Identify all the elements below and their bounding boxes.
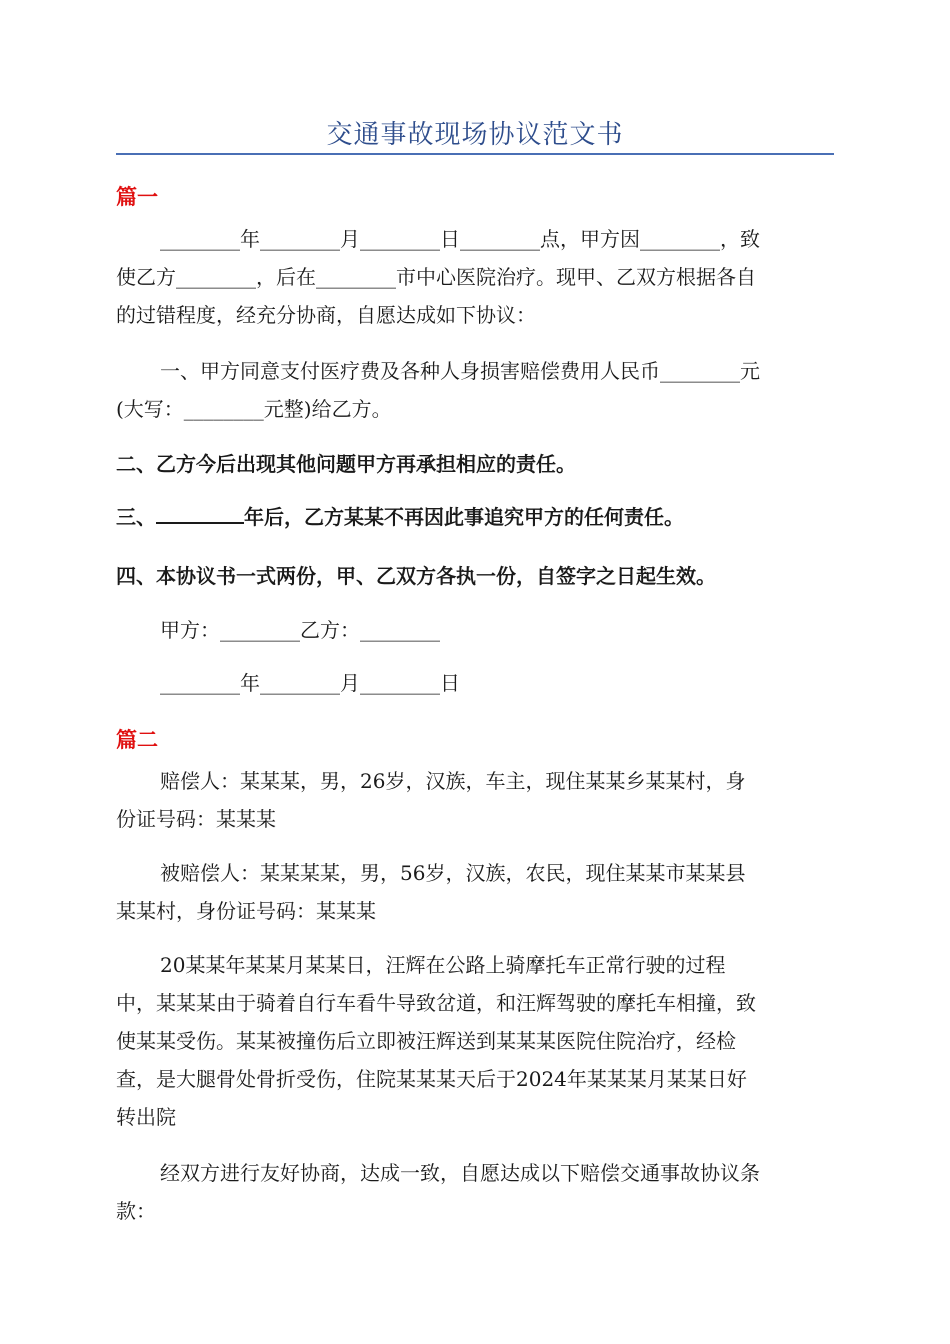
part2-facts-line5: 转出院	[116, 1105, 176, 1129]
part1-clause3-prefix: 三、	[116, 505, 156, 529]
part1-clause4: 四、本协议书一式两份，甲、乙双方各执一份，自签字之日起生效。	[116, 564, 716, 588]
part2-facts-line4: 查，是大腿骨处骨折受伤，住院某某某天后于2024年某某某月某某日好	[116, 1067, 747, 1091]
part1-clause1	[116, 352, 834, 428]
part1-clause3	[116, 498, 834, 536]
part2-facts	[116, 946, 834, 1136]
part2-facts-line1: 20某某年某某月某某日，汪辉在公路上骑摩托车正常行驶的过程	[160, 953, 726, 977]
part1-heading: 篇一	[116, 185, 158, 209]
title-divider	[116, 153, 834, 155]
part1-clause2: 二、乙方今后出现其他问题甲方再承担相应的责任。	[116, 452, 576, 476]
part2-compensator-line1: 赔偿人：某某某，男，26岁，汉族，车主，现住某某乡某某村，身	[160, 769, 746, 793]
part2-facts-line2: 中，某某某由于骑着自行车看牛导致岔道，和汪辉驾驶的摩托车相撞，致	[116, 991, 756, 1015]
part2-compensator	[116, 762, 834, 838]
part1-intro-line3: 的过错程度，经充分协商，自愿达成如下协议：	[116, 303, 536, 327]
document-title: 交通事故现场协议范文书	[326, 120, 624, 150]
part2-heading: 篇二	[116, 728, 158, 752]
part2-compensatee-line2: 某某村，身份证号码：某某某	[116, 899, 376, 923]
part1-intro-line1: ________年________月________日________点，甲方因________，致	[160, 227, 760, 251]
part1-intro-paragraph	[116, 220, 834, 334]
part1-clause3-suffix: 年后，乙方某某不再因此事追究甲方的任何责任。	[244, 505, 684, 529]
part1-clause1-line2: (大写：________元整)给乙方。	[116, 397, 392, 421]
part1-clause3-blank	[156, 504, 244, 524]
part2-agreement-line1: 经双方进行友好协商，达成一致，自愿达成以下赔偿交通事故协议条	[160, 1161, 760, 1185]
part2-compensator-line2: 份证号码：某某某	[116, 807, 276, 831]
part1-clause1-line1: 一、甲方同意支付医疗费及各种人身损害赔偿费用人民币________元	[160, 359, 760, 383]
part1-signatures: 甲方：________乙方：________	[160, 618, 440, 642]
part2-compensatee-line1: 被赔偿人：某某某某，男，56岁，汉族，农民，现住某某市某某县	[160, 861, 746, 885]
part2-agreement-line2: 款：	[116, 1199, 156, 1223]
part2-compensatee	[116, 854, 834, 930]
part1-date-line: ________年________月________日	[160, 671, 460, 695]
part1-intro-line2: 使乙方________，后在________市中心医院治疗。现甲、乙双方根据各自	[116, 265, 756, 289]
part2-agreement	[116, 1154, 834, 1230]
part2-facts-line3: 使某某受伤。某某被撞伤后立即被汪辉送到某某某医院住院治疗，经检	[116, 1029, 736, 1053]
